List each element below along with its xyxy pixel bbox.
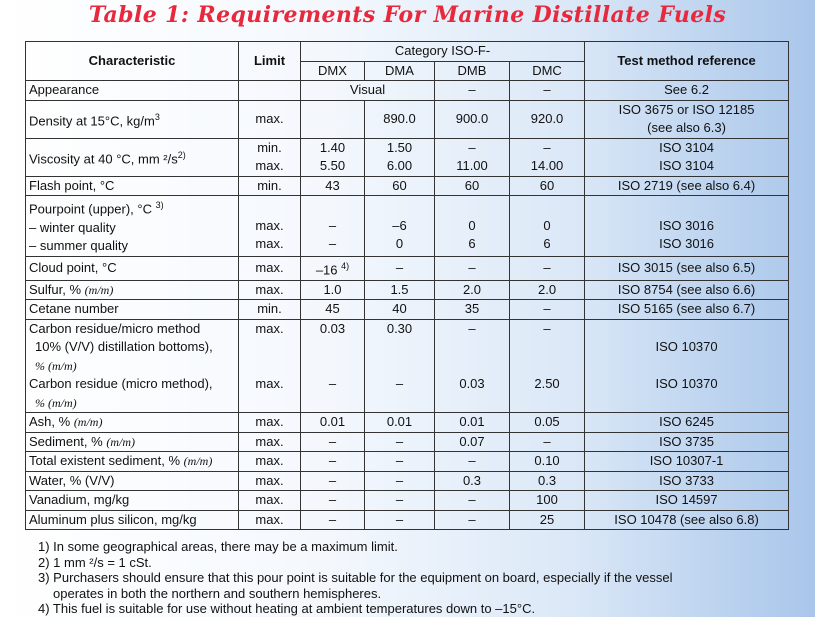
fuel-requirements-table: [25, 41, 789, 530]
table-row: Flash point, °C min. 43 60 60 60 ISO 2719 (see also 6.4): [26, 176, 789, 196]
table-row: Viscosity at 40 °C, mm $^2/s^{2)}$ min. max. 1.40 5.50 1.50 6.00 – 11.00 – 14.00 ISO 3104 ISO 3104: [26, 138, 789, 176]
header-characteristic: Characteristic: [26, 42, 239, 81]
table-row: Total existent sediment, % (m/m) max. – – – 0.10 ISO 10307-1: [26, 452, 789, 472]
table-row: Density at 15°C, $kg/m^3$ max. 890.0 900.0 920.0 ISO 3675 or ISO 12185 (see also 6.3): [26, 100, 789, 138]
footnote-4: 4) This fuel is suitable for use without heating at ambient temperatures down to –15°C.: [38, 601, 536, 616]
header-category: Category ISO-F-: [301, 42, 585, 62]
table-header-row: [26, 42, 789, 62]
table-row: Cloud point, °C max. –16 $^{4)}$ – – – ISO 3015 (see also 6.5): [26, 256, 789, 280]
footnote-3-cont: operates in both the northern and southern hemispheres.: [53, 585, 382, 601]
header-dmc: DMC: [510, 61, 585, 81]
table-row: Cetane number min. 45 40 35 – ISO 5165 (see also 6.7): [26, 300, 789, 320]
header-dmx: DMX: [301, 61, 365, 81]
table-row: Sulfur, % (m/m) max. 1.0 1.5 2.0 2.0 ISO 8754 (see also 6.6): [26, 280, 789, 300]
table-row: Water, % (V/V) max. – – 0.3 0.3 ISO 3733: [26, 471, 789, 491]
table-row: Sediment, % (m/m) max. – – 0.07 – ISO 3735: [26, 432, 789, 452]
table-row: Appearance Visual – – See 6.2: [26, 81, 789, 101]
table-row: Carbon residue/micro method 10% (V/V) distillation bottoms), % (m/m) Carbon residue (micro method), % (m/m) max. max. 0.03 – 0.30 – – 0.03 – 2.50 ISO 10370 ISO 10370: [26, 319, 789, 413]
table-row: Vanadium, mg/kg max. – – – 100 ISO 14597: [26, 491, 789, 511]
footnote-3: 3) Purchasers should ensure that this pour point is suitable for the equipment on board, especially if the vessel: [38, 570, 673, 585]
header-limit: Limit: [239, 42, 301, 81]
header-dma: DMA: [365, 61, 435, 81]
table-row: Ash, % (m/m) max. 0.01 0.01 0.01 0.05 ISO 6245: [26, 413, 789, 433]
footnote-1: 1) In some geographical areas, there may be a maximum limit.: [38, 539, 398, 554]
page-title: Table 1: Requirements For Marine Distillate Fuels: [88, 2, 727, 28]
table-row: Pourpoint (upper), °C $^{3)}$ – winter quality – summer quality max. max. – – –6 0 0 6 0 6 ISO 3016 ISO 3016: [26, 196, 789, 257]
header-dmb: DMB: [435, 61, 510, 81]
footnote-2: 2) 1 mm ²/s = 1 cSt.: [38, 554, 152, 570]
header-test: Test method reference: [585, 42, 789, 81]
table-row: Aluminum plus silicon, mg/kg max. – – – 25 ISO 10478 (see also 6.8): [26, 510, 789, 530]
footnotes: [38, 539, 672, 617]
